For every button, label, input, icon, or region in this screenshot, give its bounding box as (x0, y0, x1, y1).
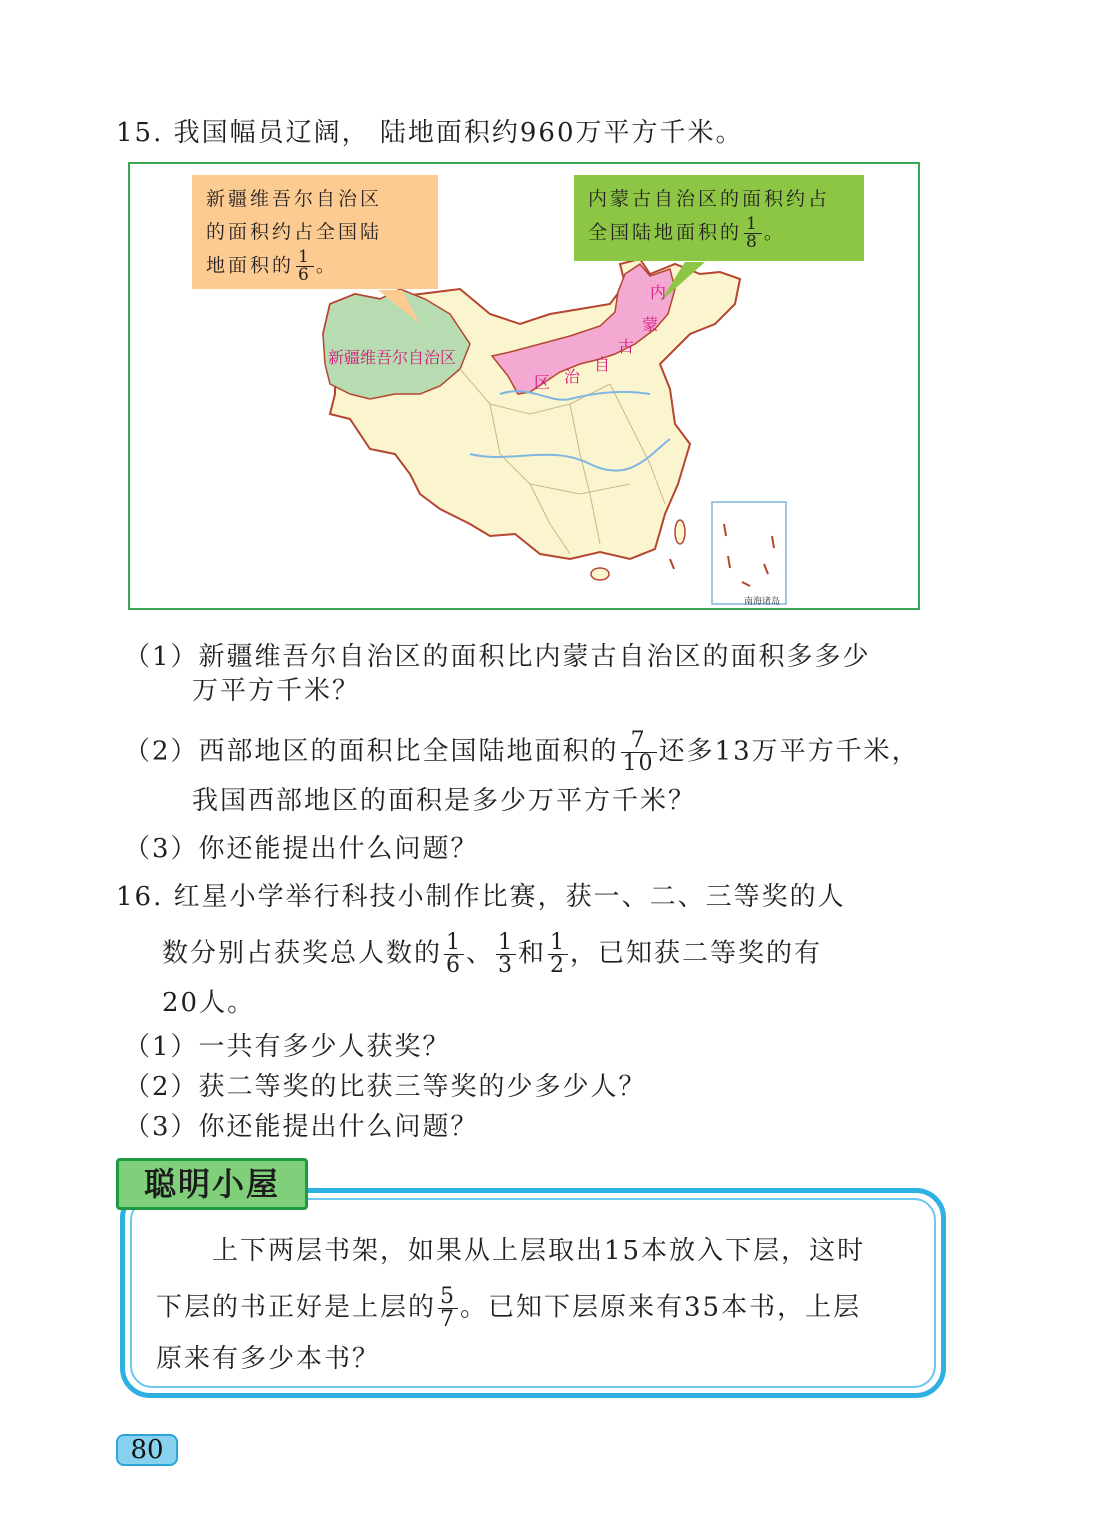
question-number: （2） (124, 1072, 199, 1102)
neimenggu-label-char-1: 内 (650, 283, 667, 302)
question-text: 西部地区的面积比全国陆地面积的 (198, 736, 619, 767)
question-text-suffix: 还多13万平方千米， (658, 736, 920, 767)
hainan-island (591, 568, 609, 580)
p16-q1-line (124, 1030, 451, 1064)
fraction-denominator: 8 (746, 232, 760, 252)
fraction-denominator: 7 (440, 1307, 457, 1332)
think-box-line1: 上下两层书架，如果从上层取出15本放入下层，这时 (212, 1236, 866, 1266)
p16-fraction-third (548, 932, 568, 977)
fraction-numerator: 1 (446, 930, 463, 955)
neimenggu-callout-line1: 内蒙古自治区的面积约占 (588, 188, 831, 210)
fraction-numerator: 1 (498, 930, 515, 955)
think-box-line2 (156, 1286, 861, 1331)
fraction-denominator: 6 (298, 265, 312, 285)
p16-fraction-first (444, 932, 464, 977)
think-box-title: 聪明小屋 (116, 1158, 308, 1210)
p15-q2-line2: 我国西部地区的面积是多少万平方千米？ (192, 786, 697, 816)
p16-q2-line (124, 1070, 647, 1104)
taiwan-island (675, 520, 685, 544)
xinjiang-fraction (296, 249, 314, 284)
p16-separator-2: 和 (518, 938, 547, 969)
fraction-denominator: 6 (446, 953, 463, 978)
p15-q2-line1 (124, 730, 920, 775)
p16-line2-suffix: ，已知获二等奖的有 (570, 938, 823, 969)
problem-15-intro: 15. 我国幅员辽阔， 陆地面积约960万平方千米。 (116, 118, 744, 148)
neimenggu-label-char-3: 古 (618, 337, 635, 356)
neimenggu-label-char-4: 自 (594, 355, 611, 374)
fraction-numerator: 1 (746, 214, 760, 234)
think-box-fraction (438, 1286, 458, 1331)
question-number: （3） (124, 1112, 199, 1142)
xinjiang-callout-line3 (206, 249, 424, 284)
problem-16-line2 (162, 932, 822, 977)
question-text: 你还能提出什么问题？ (198, 1112, 479, 1142)
xinjiang-callout-line2: 的面积约占全国陆 (206, 221, 383, 243)
p16-separator-1: 、 (466, 938, 495, 969)
neimenggu-fraction (744, 216, 762, 251)
neimenggu-callout-line2-prefix: 全国陆地面积的 (588, 221, 743, 244)
question-number: （1） (124, 1032, 199, 1062)
think-box-line3: 原来有多少本书？ (156, 1344, 381, 1374)
fraction-denominator: 10 (622, 751, 655, 776)
xinjiang-callout-line3-prefix: 地面积的 (206, 254, 295, 277)
fraction-denominator: 2 (550, 953, 567, 978)
neimenggu-label-char-6: 区 (534, 373, 551, 392)
fraction-denominator: 3 (498, 953, 515, 978)
neimenggu-callout-line2-suffix: 。 (763, 221, 786, 244)
problem-16-line1: 16. 红星小学举行科技小制作比赛，获一、二、三等奖的人 (116, 882, 846, 912)
question-number: （2） (124, 736, 199, 767)
page-number: 80 (116, 1434, 178, 1466)
neimenggu-label-char-5: 治 (564, 367, 581, 386)
xinjiang-callout (192, 175, 438, 289)
neimenggu-callout-line2 (588, 216, 850, 251)
xinjiang-callout-line1: 新疆维吾尔自治区 (206, 188, 383, 210)
question-number: （1） (124, 642, 199, 672)
question-text: 新疆维吾尔自治区的面积比内蒙古自治区的面积多多少 (198, 642, 871, 672)
question-text: 你还能提出什么问题？ (198, 834, 479, 864)
neimenggu-label-char-2: 蒙 (642, 315, 659, 334)
p15-q3-line (124, 832, 479, 866)
p16-fraction-second (496, 932, 516, 977)
fraction-numerator: 7 (630, 728, 647, 753)
p15-q2-fraction (621, 730, 657, 775)
neimenggu-callout (574, 175, 864, 261)
xinjiang-map-label: 新疆维吾尔自治区 (328, 348, 457, 367)
p16-q3-line (124, 1110, 479, 1144)
p15-q1-line2: 万平方千米？ (192, 676, 361, 706)
p15-q1-line1 (124, 640, 871, 674)
xinjiang-callout-line3-suffix: 。 (315, 254, 338, 277)
fraction-numerator: 1 (298, 247, 312, 267)
problem-16-line3: 20人。 (162, 988, 256, 1018)
question-text: 获二等奖的比获三等奖的少多少人？ (198, 1072, 647, 1102)
fraction-numerator: 5 (440, 1284, 457, 1309)
p16-line2-prefix: 数分别占获奖总人数的 (162, 938, 443, 969)
fraction-numerator: 1 (550, 930, 567, 955)
question-number: （3） (124, 834, 199, 864)
think-box-line2-suffix: 。已知下层原来有35本书，上层 (460, 1292, 862, 1323)
think-box-line2-prefix: 下层的书正好是上层的 (156, 1292, 437, 1323)
south-china-sea-label: 南海诸岛 (744, 597, 781, 607)
question-text: 一共有多少人获奖？ (198, 1032, 451, 1062)
south-china-sea-inset (712, 502, 786, 604)
